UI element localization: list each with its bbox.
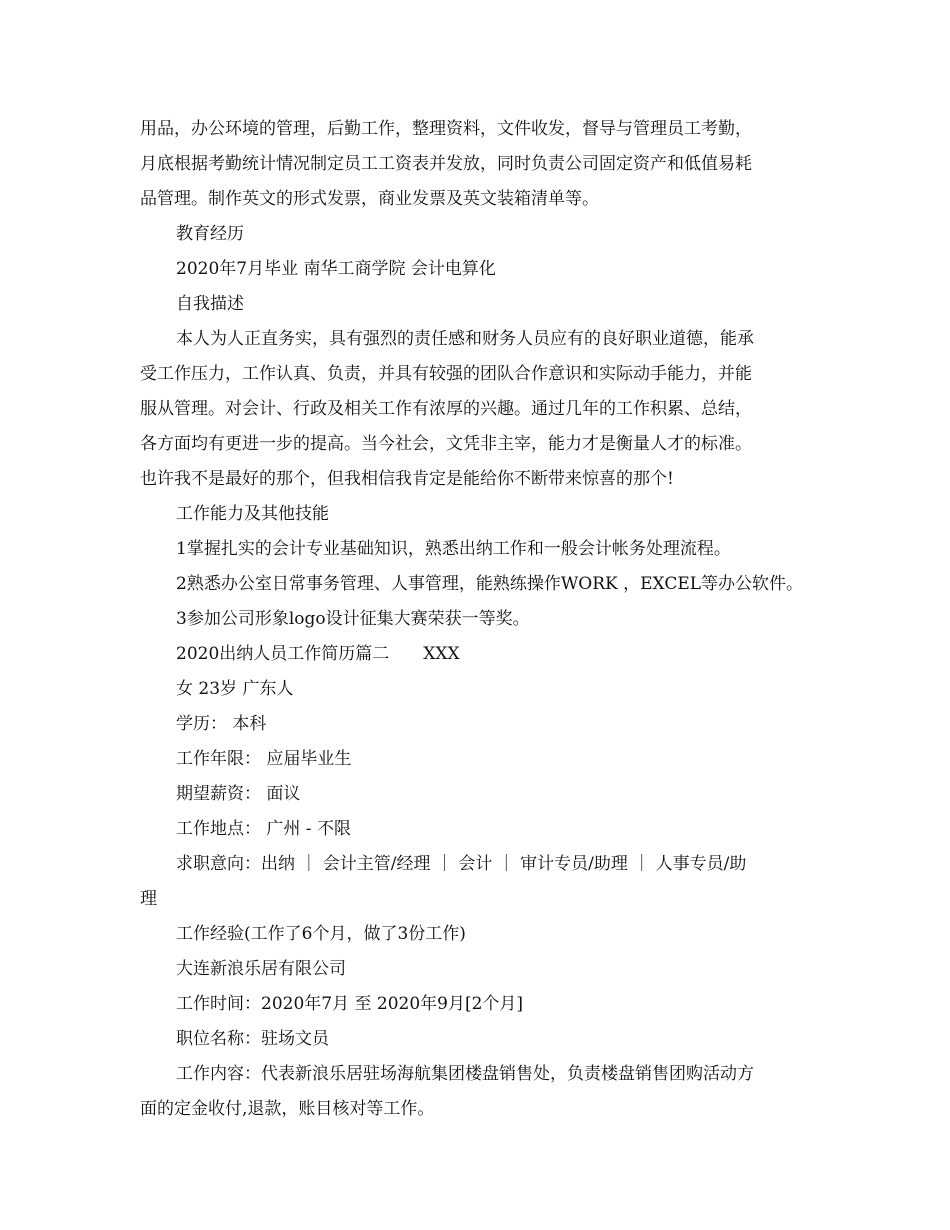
resume-title: 2020出纳人员工作简历篇二 XXX <box>176 644 460 664</box>
work-period: 工作时间：2020年7月 至 2020年9月[2个月] <box>176 994 524 1014</box>
company-name: 大连新浪乐居有限公司 <box>176 959 346 979</box>
job-intention: 求职意向：出纳 ｜ 会计主管/经理 ｜ 会计 ｜ 审计专员/助理 ｜ 人事专员/助 <box>176 854 747 874</box>
paragraph-line: 月底根据考勤统计情况制定员工工资表并发放，同时负责公司固定资产和低值易耗 <box>140 154 752 174</box>
work-location: 工作地点： 广州 - 不限 <box>176 819 351 839</box>
paragraph-line: 品管理。制作英文的形式发票，商业发票及英文装箱清单等。 <box>140 189 599 209</box>
work-years: 工作年限： 应届毕业生 <box>176 749 352 769</box>
job-title: 职位名称：驻场文员 <box>176 1029 329 1049</box>
section-heading-self-description: 自我描述 <box>176 294 244 314</box>
paragraph-line: 各方面均有更进一步的提高。当今社会，文凭非主宰，能力才是衡量人才的标准。 <box>140 434 752 454</box>
skill-item: 2熟悉办公室日常事务管理、人事管理，能熟练操作WORK ，EXCEL等办公软件。 <box>176 574 804 594</box>
paragraph-line: 服从管理。对会计、行政及相关工作有浓厚的兴趣。通过几年的工作积累、总结， <box>140 399 752 419</box>
paragraph-line: 受工作压力，工作认真、负责，并具有较强的团队合作意识和实际动手能力，并能 <box>140 364 752 384</box>
section-heading-experience: 工作经验(工作了6个月，做了3份工作) <box>176 924 466 944</box>
education-entry: 2020年7月毕业 南华工商学院 会计电算化 <box>176 259 496 279</box>
paragraph-line: 也许我不是最好的那个，但我相信我肯定是能给你不断带来惊喜的那个! <box>140 469 674 489</box>
section-heading-skills: 工作能力及其他技能 <box>176 504 329 524</box>
paragraph-line: 本人为人正直务实，具有强烈的责任感和财务人员应有的良好职业道德，能承 <box>176 329 754 349</box>
job-intention-continued: 理 <box>140 889 157 909</box>
education-level: 学历： 本科 <box>176 714 267 734</box>
personal-info: 女 23岁 广东人 <box>176 679 294 699</box>
expected-salary: 期望薪资： 面议 <box>176 784 301 804</box>
job-description-continued: 面的定金收付,退款，账目核对等工作。 <box>140 1099 435 1119</box>
job-description: 工作内容：代表新浪乐居驻场海航集团楼盘销售处，负责楼盘销售团购活动方 <box>176 1064 754 1084</box>
paragraph-line: 用品，办公环境的管理，后勤工作，整理资料，文件收发，督导与管理员工考勤， <box>140 119 752 139</box>
skill-item: 3参加公司形象logo设计征集大赛荣获一等奖。 <box>176 609 530 629</box>
section-heading-education: 教育经历 <box>176 224 244 244</box>
skill-item: 1掌握扎实的会计专业基础知识，熟悉出纳工作和一般会计帐务处理流程。 <box>176 539 731 559</box>
